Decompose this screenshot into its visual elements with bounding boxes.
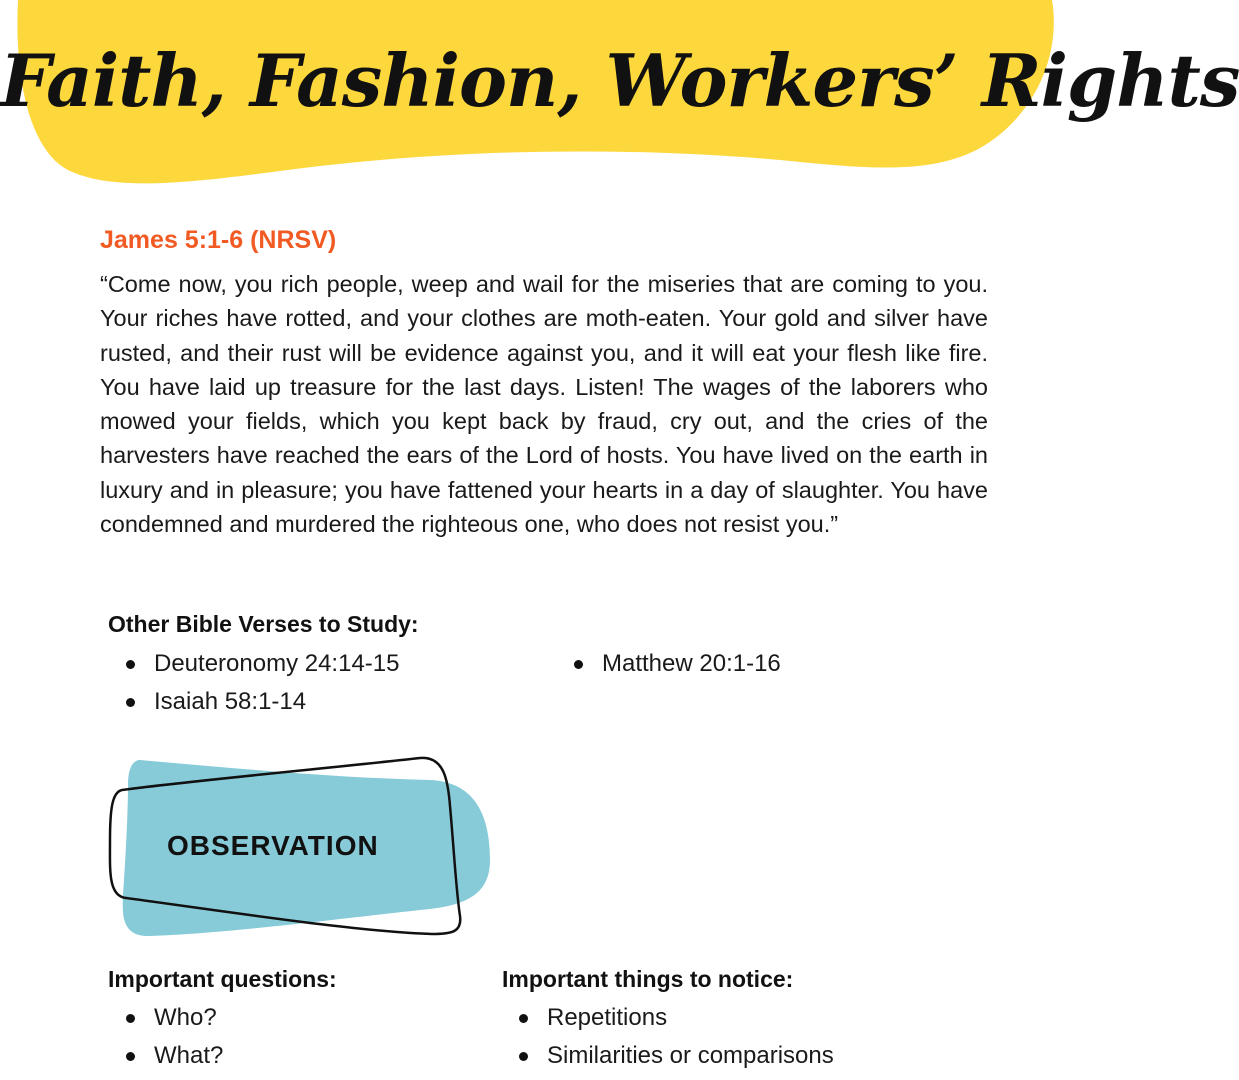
list-item: Matthew 20:1-16 xyxy=(556,645,781,683)
notice-list xyxy=(501,999,834,1075)
other-verses-list-col2 xyxy=(556,645,781,683)
notice-heading: Important things to notice: xyxy=(502,966,794,992)
other-verses-list-col1 xyxy=(108,645,399,721)
list-item: What? xyxy=(108,1037,223,1075)
questions-heading: Important questions: xyxy=(108,966,337,992)
questions-list xyxy=(108,999,223,1075)
list-item: Repetitions xyxy=(501,999,834,1037)
page-title: Faith, Fashion, Workers’ Rights xyxy=(0,38,1239,123)
scripture-reference: James 5:1-6 (NRSV) xyxy=(100,226,337,254)
scripture-passage: “Come now, you rich people, weep and wail for the miseries that are coming to you. Your riches have rotted, and your clothes are moth-eaten. Your gold and silver have rusted, and their rust will be evidence against you, and it will eat your flesh like fire. You have laid up treasure for the last days. Listen! The wages of the laborers who mowed your fields, which you kept back by fraud, cry out, and the cries of the harvesters have reached the ears of the Lord of hosts. You have lived on the earth in luxury and in pleasure; you have fattened your hearts in a day of slaughter. You have condemned and murdered the righteous one, who does not resist you.” xyxy=(100,271,988,538)
list-item: Who? xyxy=(108,999,223,1037)
list-item: Isaiah 58:1-14 xyxy=(108,683,399,721)
list-item: Similarities or comparisons xyxy=(501,1037,834,1075)
list-item: Deuteronomy 24:14-15 xyxy=(108,645,399,683)
other-verses-heading: Other Bible Verses to Study: xyxy=(108,611,419,637)
observation-label: OBSERVATION xyxy=(167,830,379,861)
